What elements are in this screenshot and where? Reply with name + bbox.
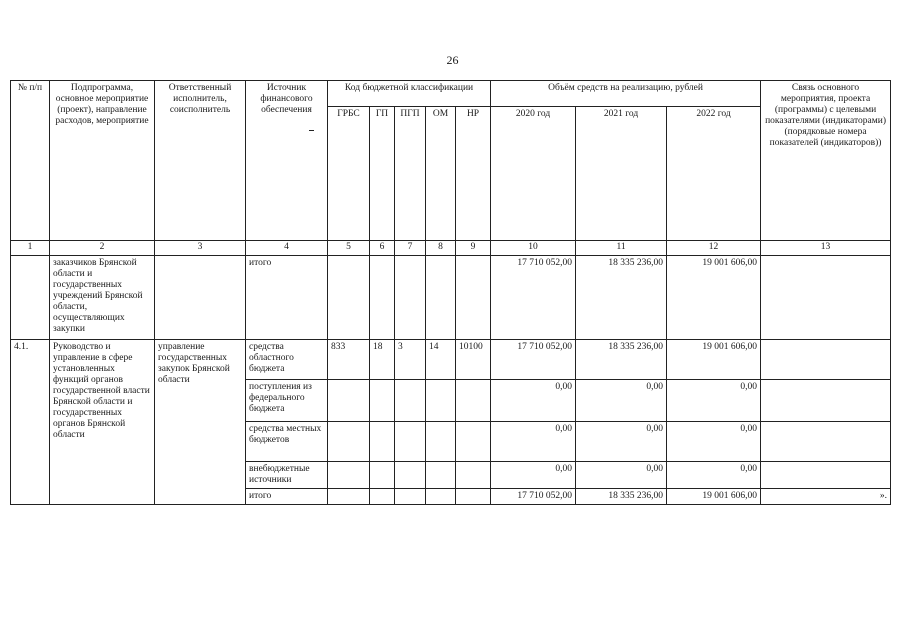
cell-link: ».	[761, 489, 891, 505]
cell-2020: 17 710 052,00	[491, 256, 576, 340]
cell-gp	[370, 422, 395, 462]
index-cell: 3	[155, 241, 246, 256]
cell-pgp	[395, 256, 426, 340]
cell-pgp	[395, 380, 426, 422]
cell-gp	[370, 256, 395, 340]
cell-responsible	[155, 256, 246, 340]
cell-gp: 18	[370, 340, 395, 380]
cell-pgp	[395, 422, 426, 462]
cell-gp	[370, 380, 395, 422]
cell-pgp: 3	[395, 340, 426, 380]
cell-2022: 19 001 606,00	[667, 340, 761, 380]
cell-2020: 0,00	[491, 462, 576, 489]
budget-table	[10, 80, 891, 505]
cell-gp	[370, 462, 395, 489]
cell-2022: 0,00	[667, 422, 761, 462]
cell-2020: 17 710 052,00	[491, 340, 576, 380]
cell-2022: 19 001 606,00	[667, 256, 761, 340]
table-row	[11, 256, 891, 340]
header-source	[246, 81, 328, 241]
cell-nr: 10100	[456, 340, 491, 380]
index-cell: 13	[761, 241, 891, 256]
header-link: Связь основного мероприятия, проекта (программы) с целевыми показателями (индикаторами) (порядковые номера показателей (индикаторов))	[761, 81, 891, 241]
index-cell: 5	[328, 241, 370, 256]
header-om: ОМ	[426, 107, 456, 241]
index-cell: 1	[11, 241, 50, 256]
cell-num: 4.1.	[11, 340, 50, 505]
cell-2021: 18 335 236,00	[576, 340, 667, 380]
cell-grbs	[328, 256, 370, 340]
header-num: № п/п	[11, 81, 50, 241]
index-cell: 12	[667, 241, 761, 256]
page-number: 26	[446, 53, 459, 67]
cell-subprogram: заказчиков Брянской области и государственных учреждений Брянской области, осуществляющих закупки	[50, 256, 155, 340]
cell-2021: 0,00	[576, 462, 667, 489]
header-subprogram: Подпрограмма, основное мероприятие (проект), направление расходов, мероприятие	[50, 81, 155, 241]
cell-link	[761, 380, 891, 422]
header-year-2022: 2022 год	[667, 107, 761, 241]
cell-nr	[456, 380, 491, 422]
cell-nr	[456, 422, 491, 462]
cell-om	[426, 380, 456, 422]
cell-grbs	[328, 489, 370, 505]
cell-source: средства областного бюджета	[246, 340, 328, 380]
cell-subprogram: Руководство и управление в сфере установленных функций органов государственной власти Брянской области и государственных органов Брянской области	[50, 340, 155, 505]
index-cell: 4	[246, 241, 328, 256]
cell-nr	[456, 256, 491, 340]
cell-responsible: управление государственных закупок Брянской области	[155, 340, 246, 505]
cell-source: итого	[246, 256, 328, 340]
cell-2021: 0,00	[576, 380, 667, 422]
header-gp: ГП	[370, 107, 395, 241]
header-year-2020: 2020 год	[491, 107, 576, 241]
cell-2020: 0,00	[491, 422, 576, 462]
cell-nr	[456, 489, 491, 505]
cell-2022: 19 001 606,00	[667, 489, 761, 505]
header-pgp: ПГП	[395, 107, 426, 241]
header-nr: НР	[456, 107, 491, 241]
header-grbs: ГРБС	[328, 107, 370, 241]
cell-gp	[370, 489, 395, 505]
cell-source: итого	[246, 489, 328, 505]
index-cell: 9	[456, 241, 491, 256]
cell-grbs	[328, 380, 370, 422]
cell-grbs	[328, 422, 370, 462]
cell-2021: 18 335 236,00	[576, 489, 667, 505]
cell-grbs: 833	[328, 340, 370, 380]
cell-2021: 0,00	[576, 422, 667, 462]
cell-om	[426, 462, 456, 489]
cell-link	[761, 462, 891, 489]
cell-nr	[456, 462, 491, 489]
cell-2022: 0,00	[667, 462, 761, 489]
index-cell: 10	[491, 241, 576, 256]
cell-om: 14	[426, 340, 456, 380]
cell-om	[426, 489, 456, 505]
header-budget-code: Код бюджетной классификации	[328, 81, 491, 107]
table-row	[11, 340, 891, 380]
cell-link	[761, 422, 891, 462]
cell-pgp	[395, 462, 426, 489]
cell-2020: 0,00	[491, 380, 576, 422]
cell-om	[426, 422, 456, 462]
cell-source: внебюджетные источники	[246, 462, 328, 489]
cell-link	[761, 256, 891, 340]
index-cell: 2	[50, 241, 155, 256]
cell-om	[426, 256, 456, 340]
cell-grbs	[328, 462, 370, 489]
index-cell: 11	[576, 241, 667, 256]
header-responsible: Ответственный исполнитель, соисполнитель	[155, 81, 246, 241]
cell-2021: 18 335 236,00	[576, 256, 667, 340]
budget-table-sheet	[10, 80, 890, 513]
cell-2022: 0,00	[667, 380, 761, 422]
header-volume: Объём средств на реализацию, рублей	[491, 81, 761, 107]
stray-mark	[309, 130, 314, 131]
cell-source: средства местных бюджетов	[246, 422, 328, 462]
cell-source: поступления из федерального бюджета	[246, 380, 328, 422]
index-cell: 6	[370, 241, 395, 256]
header-year-2021: 2021 год	[576, 107, 667, 241]
index-cell: 8	[426, 241, 456, 256]
cell-2020: 17 710 052,00	[491, 489, 576, 505]
cell-pgp	[395, 489, 426, 505]
cell-num	[11, 256, 50, 340]
index-cell: 7	[395, 241, 426, 256]
header-source-label: Источник финансового обеспечения	[260, 83, 313, 115]
cell-link	[761, 340, 891, 380]
